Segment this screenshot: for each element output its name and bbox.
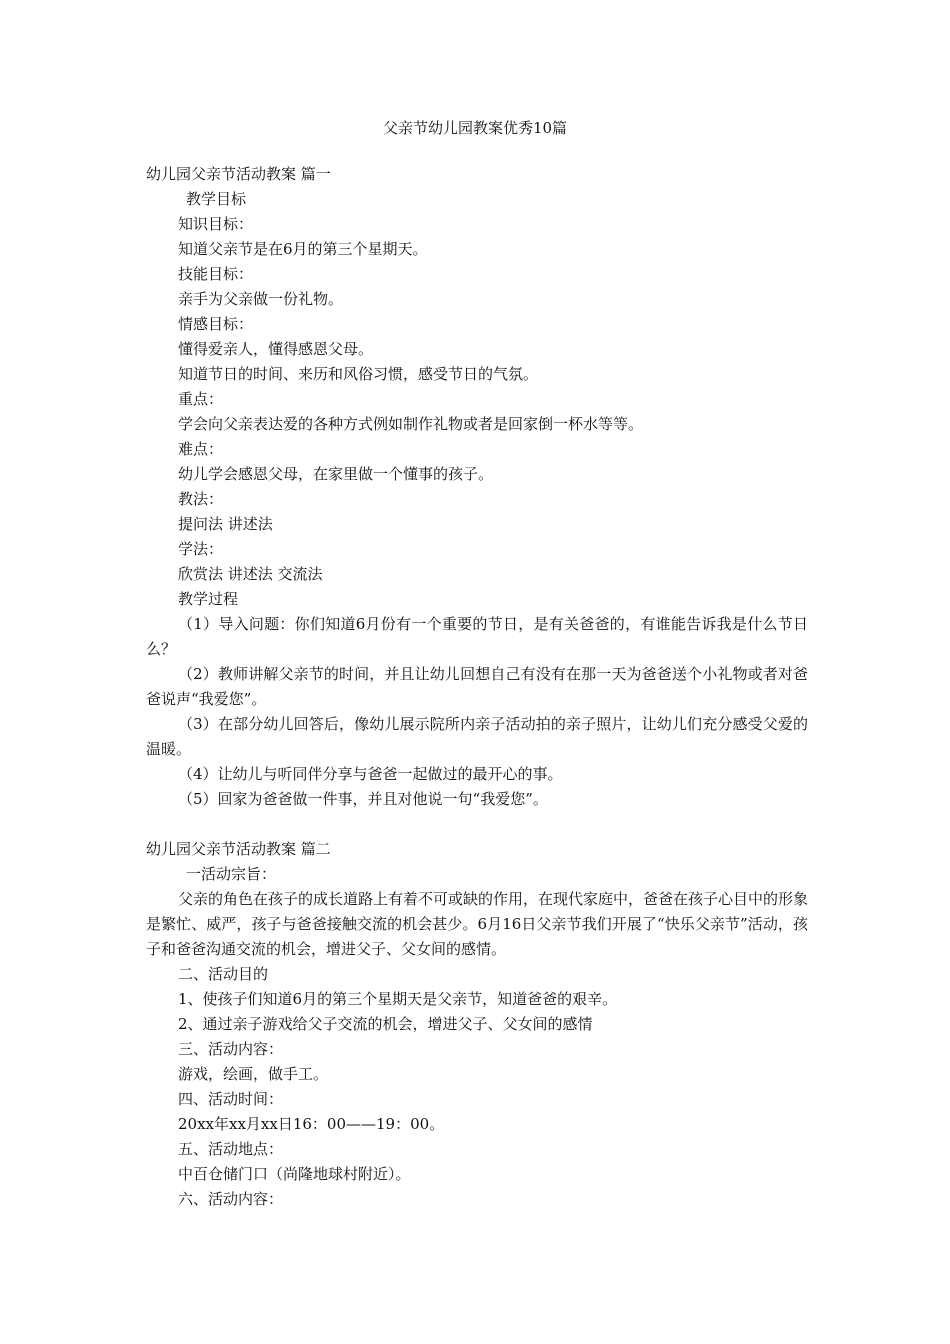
section-heading-2: 幼儿园父亲节活动教案 篇二	[146, 840, 331, 858]
content: 游戏，绘画，做手工。	[178, 1065, 329, 1083]
time: 20xx年xx月xx日16：00——19：00。	[178, 1115, 445, 1133]
emotion-goal-1: 懂得爱亲人，懂得感恩父母。	[178, 340, 374, 358]
document-title: 父亲节幼儿园教案优秀10篇	[382, 119, 568, 137]
skill-goal: 亲手为父亲做一份礼物。	[178, 290, 344, 308]
time-label: 四、活动时间：	[178, 1090, 284, 1108]
knowledge-goal: 知道父亲节是在6月的第三个星期天。	[178, 240, 428, 258]
purpose-label: 一活动宗旨：	[186, 865, 277, 883]
difficulty: 幼儿学会感恩父母，在家里做一个懂事的孩子。	[178, 465, 494, 483]
objective-2: 2、通过亲子游戏给父子交流的机会，增进父子、父女间的感情	[178, 1015, 593, 1033]
place: 中百仓储门口（尚隆地球村附近）。	[178, 1165, 411, 1183]
content2-label: 六、活动内容：	[178, 1190, 284, 1208]
document-body	[146, 162, 808, 1212]
process-step-1: （1）导入问题：你们知道6月份有一个重要的节日，是有关爸爸的，有谁能告诉我是什么节日么？	[146, 615, 808, 658]
place-label: 五、活动地点：	[178, 1140, 284, 1158]
process-step-4: （4）让幼儿与听同伴分享与爸爸一起做过的最开心的事。	[178, 765, 563, 783]
learning-method: 欣赏法 讲述法 交流法	[178, 565, 323, 583]
teaching-goals-label: 教学目标	[186, 190, 247, 208]
process-step-5: （5）回家为爸爸做一件事，并且对他说一句“我爱您”。	[178, 790, 548, 808]
key-point-label: 重点：	[178, 390, 224, 408]
teaching-method: 提问法 讲述法	[178, 515, 273, 533]
section-heading-1: 幼儿园父亲节活动教案 篇一	[146, 165, 331, 183]
process-step-2: （2）教师讲解父亲节的时间，并且让幼儿回想自己有没有在那一天为爸爸送个小礼物或者对爸爸说声“我爱您”。	[146, 665, 808, 708]
section-spacer	[146, 812, 808, 837]
difficulty-label: 难点：	[178, 440, 224, 458]
purpose-paragraph: 父亲的角色在孩子的成长道路上有着不可或缺的作用，在现代家庭中，爸爸在孩子心目中的形象是繁忙、威严，孩子与爸爸接触交流的机会甚少。6月16日父亲节我们开展了“快乐父亲节”活动，孩子和爸爸沟通交流的机会，增进父子、父女间的感情。	[146, 890, 809, 958]
objective-1: 1、使孩子们知道6月的第三个星期天是父亲节，知道爸爸的艰辛。	[178, 990, 618, 1008]
content-label: 三、活动内容：	[178, 1040, 284, 1058]
teaching-method-label: 教法：	[178, 490, 224, 508]
objective-label: 二、活动目的	[178, 965, 269, 983]
learning-method-label: 学法：	[178, 540, 224, 558]
emotion-goal-2: 知道节日的时间、来历和风俗习惯，感受节日的气氛。	[178, 365, 539, 383]
key-point: 学会向父亲表达爱的各种方式例如制作礼物或者是回家倒一杯水等等。	[178, 415, 644, 433]
emotion-goal-label: 情感目标：	[178, 315, 254, 333]
skill-goal-label: 技能目标：	[178, 265, 254, 283]
process-step-3: （3）在部分幼儿回答后，像幼儿展示院所内亲子活动拍的亲子照片，让幼儿们充分感受父爱的温暖。	[146, 715, 808, 758]
process-label: 教学过程	[178, 590, 239, 608]
knowledge-goal-label: 知识目标：	[178, 215, 254, 233]
